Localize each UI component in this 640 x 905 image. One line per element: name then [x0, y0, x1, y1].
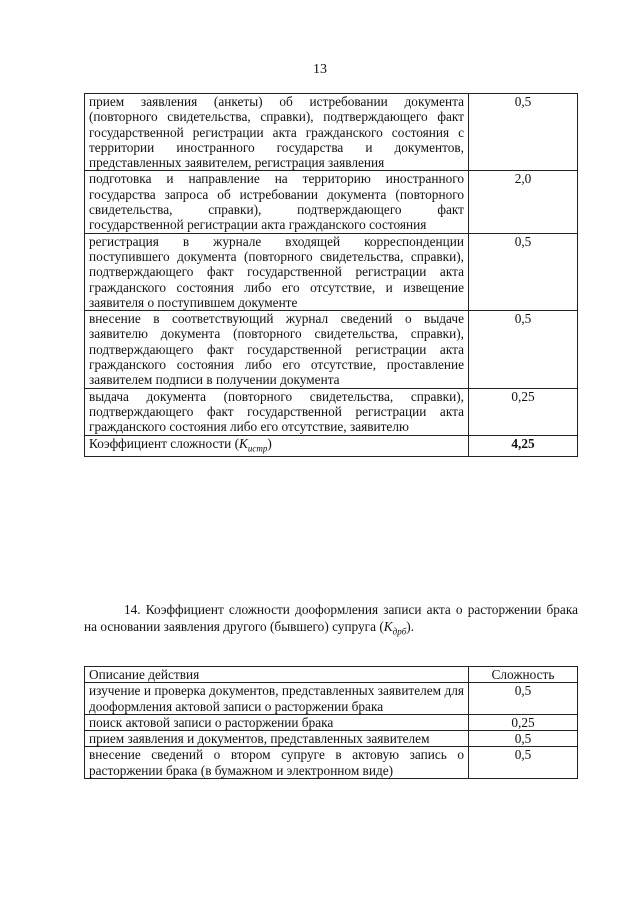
table-row [85, 233, 578, 310]
table-row [85, 683, 578, 715]
action-description: внесение в соответствующий журнал сведений о выдаче заявителю документа (повторного свидетельства, справки), подтверждающего факт государственной регистрации акта гражданского состояния либо его отсутствие, проставление заявителем подписи в получении документа [85, 311, 469, 388]
total-row [85, 435, 578, 457]
action-description: прием заявления (анкеты) об истребовании документа (повторного свидетельства, справки), подтверждающего факт государственной регистрации акта гражданского состояния с территории иностранного государства и документов, представленных заявителем, регистрация заявления [85, 94, 469, 171]
header-description: Описание действия [85, 667, 469, 683]
table-row [85, 714, 578, 730]
action-description: подготовка и направление на территорию иностранного государства запроса об истребовании документа (повторного свидетельства, справки), подтверждающего факт государственной регистрации акта гражданского состояния [85, 171, 469, 233]
header-complexity: Сложность [469, 667, 578, 683]
action-description: изучение и проверка документов, представленных заявителем для дооформления актовой записи о расторжении брака [85, 683, 469, 715]
action-description: регистрация в журнале входящей корреспонденции поступившего документа (повторного свидетельства, справки), подтверждающего факт государственной регистрации акта гражданского состояния либо его отсутствие, и извещение заявителя о поступившем документе [85, 233, 469, 310]
table-row [85, 731, 578, 747]
action-description: выдача документа (повторного свидетельства, справки), подтверждающего факт государственной регистрации акта гражданского состояния либо его отсутствие, заявителю [85, 388, 469, 435]
action-description: прием заявления и документов, представленных заявителем [85, 731, 469, 747]
total-label: Коэффициент сложности $(K_{истр})$ [85, 435, 469, 457]
complexity-value: 0,5 [469, 747, 578, 779]
section-14-paragraph: 14. Коэффициент сложности дооформления записи акта о расторжении брака на основании заявления другого (бывшего) супруга $(K_{дрб})$. [84, 602, 578, 637]
action-description: поиск актовой записи о расторжении брака [85, 714, 469, 730]
complexity-value: 2,0 [469, 171, 578, 233]
action-description: внесение сведений о втором супруге в актовую запись о расторжении брака (в бумажном и электронном виде) [85, 747, 469, 779]
table-row [85, 388, 578, 435]
table-row [85, 747, 578, 779]
complexity-table-2 [84, 666, 578, 779]
complexity-table-1 [84, 93, 578, 457]
complexity-value: 0,5 [469, 94, 578, 171]
complexity-value: 0,5 [469, 731, 578, 747]
total-value: 4,25 [469, 435, 578, 457]
section-number: 14. [124, 602, 141, 617]
complexity-value: 0,25 [469, 714, 578, 730]
section-text: Коэффициент сложности дооформления записи акта о расторжении брака на основании заявления другого (бывшего) супруга ( [84, 602, 578, 634]
complexity-value: 0,5 [469, 311, 578, 388]
table-row [85, 94, 578, 171]
complexity-value: 0,25 [469, 388, 578, 435]
complexity-value: 0,5 [469, 683, 578, 715]
complexity-value: 0,5 [469, 233, 578, 310]
table-header-row [85, 667, 578, 683]
table-row [85, 311, 578, 388]
page-number: 13 [313, 62, 327, 77]
table-row [85, 171, 578, 233]
